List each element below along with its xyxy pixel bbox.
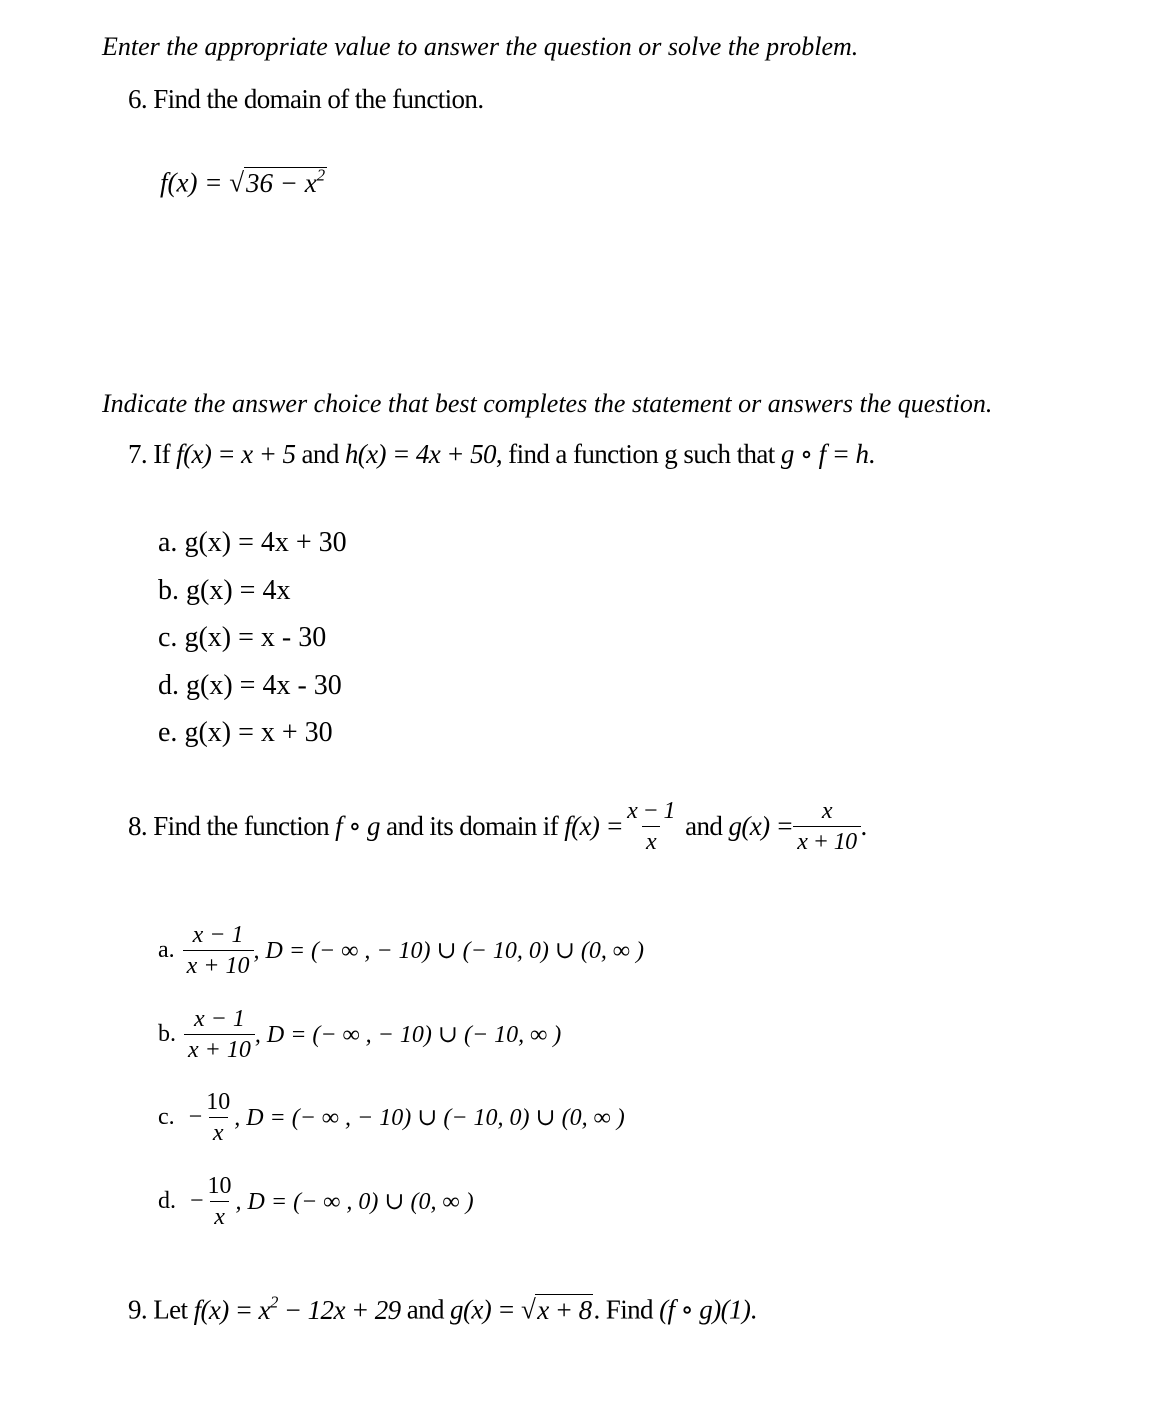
choice-fraction <box>183 920 254 981</box>
question-9-and: and <box>406 1294 444 1325</box>
choice-domain: , D = (− ∞ , 0) ∪ (0, ∞ ) <box>235 1189 474 1215</box>
question-9 <box>128 1292 756 1326</box>
question-8-period: . <box>860 811 867 841</box>
question-6-prompt: Find the domain of the function. <box>153 84 484 114</box>
choice-text: g(x) = 4x + 30 <box>184 527 347 558</box>
question-8-g-lhs: g(x) = <box>728 811 794 841</box>
choice-letter: a. <box>158 937 175 963</box>
question-6-number: 6. <box>128 84 148 114</box>
question-8-text: Find the function <box>153 811 329 841</box>
question-6-exponent: 2 <box>316 165 326 184</box>
choice-sign: − <box>188 1104 203 1130</box>
question-7-period: . <box>868 439 875 469</box>
choice-domain: , D = (− ∞ , − 10) ∪ (− 10, 0) ∪ (0, ∞ ) <box>253 938 645 964</box>
choice-text: g(x) = 4x - 30 <box>186 670 342 701</box>
fraction-numerator: x <box>821 798 832 824</box>
question-7-and: and <box>301 439 339 469</box>
choice-letter: c. <box>158 622 178 653</box>
question-9-f-def <box>193 1292 401 1325</box>
question-8-f-fraction <box>623 796 679 857</box>
f-def-base: f(x) = x <box>193 1294 270 1325</box>
question-8-composition: f ∘ g <box>335 811 380 841</box>
choice-fraction <box>184 1004 255 1065</box>
question-7-choice-b[interactable] <box>158 575 290 607</box>
question-9-g-def: g(x) = √x + 8 <box>450 1294 592 1325</box>
question-7-choice-a[interactable] <box>158 527 347 559</box>
question-8 <box>128 796 867 857</box>
choice-letter: d. <box>158 1188 176 1214</box>
choice-text: g(x) = 4x <box>186 575 291 606</box>
question-7 <box>128 439 875 470</box>
question-7-choice-d[interactable] <box>158 670 342 702</box>
choice-letter: d. <box>158 670 179 701</box>
fraction-numerator: 10 <box>206 1089 231 1115</box>
question-7-f-def: f(x) = x + 5 <box>176 439 296 469</box>
choice-fraction <box>202 1087 234 1148</box>
choice-text: g(x) = x - 30 <box>184 622 327 653</box>
question-8-choice-a[interactable] <box>158 920 644 981</box>
question-8-f-lhs: f(x) = <box>564 811 624 841</box>
g-def-radicand: x + 8 <box>537 1294 592 1325</box>
question-8-g-fraction <box>793 796 860 857</box>
choice-letter: a. <box>158 527 178 558</box>
question-8-and: and <box>685 811 723 841</box>
question-8-choice-b[interactable] <box>158 1004 561 1065</box>
question-7-composition: g ∘ f = h <box>780 439 869 469</box>
question-8-number: 8. <box>128 811 148 841</box>
question-7-number: 7. <box>128 439 148 469</box>
choice-domain: , D = (− ∞ , − 10) ∪ (− 10, ∞ ) <box>254 1022 562 1048</box>
fraction-denominator: x + 10 <box>184 1034 255 1065</box>
question-7-h-def: h(x) = 4x + 50 <box>344 439 496 469</box>
question-9-find: . Find <box>593 1294 653 1325</box>
question-7-tail: , find a function g such that <box>495 439 775 469</box>
question-9-expression: (f ∘ g)(1) <box>659 1294 751 1325</box>
question-8-text2: and its domain if <box>386 811 559 841</box>
f-def-exponent: 2 <box>269 1292 278 1311</box>
question-8-choice-c[interactable] <box>158 1087 625 1148</box>
g-def-lhs: g(x) = <box>450 1294 522 1325</box>
fraction-numerator: 10 <box>207 1173 232 1199</box>
question-6-radicand: 36 − x <box>246 167 317 198</box>
fraction-numerator: x − 1 <box>192 922 244 948</box>
choice-letter: c. <box>158 1104 175 1130</box>
question-7-if: If <box>153 439 171 469</box>
choice-letter: b. <box>158 575 179 606</box>
choice-letter: e. <box>158 717 178 748</box>
choice-text: g(x) = x + 30 <box>184 717 333 748</box>
instructions-heading-2: Indicate the answer choice that best completes the statement or answers the question. <box>102 389 993 418</box>
fraction-denominator: x <box>209 1117 228 1148</box>
choice-letter: b. <box>158 1021 176 1047</box>
instructions-heading-1: Enter the appropriate value to answer the question or solve the problem. <box>102 32 859 61</box>
question-9-number: 9. <box>128 1294 148 1325</box>
fraction-denominator: x <box>210 1201 229 1232</box>
fraction-numerator: x − 1 <box>194 1006 245 1032</box>
fraction-denominator: x + 10 <box>793 826 860 857</box>
question-6-function: $f(x) = √36 - x^2$ <box>160 165 326 198</box>
question-7-choice-c[interactable] <box>158 622 326 654</box>
choice-domain: , D = (− ∞ , − 10) ∪ (− 10, 0) ∪ (0, ∞ ) <box>234 1105 625 1131</box>
question-8-choice-d[interactable] <box>158 1171 474 1232</box>
question-6-fx: f(x) = <box>160 167 230 198</box>
question-9-period: . <box>750 1294 757 1325</box>
question-9-text: Let <box>153 1294 188 1325</box>
question-7-choice-e[interactable] <box>158 717 333 749</box>
choice-sign: − <box>190 1188 204 1214</box>
choice-fraction <box>204 1171 236 1232</box>
f-def-rest: − 12x + 29 <box>277 1294 401 1325</box>
fraction-numerator: x − 1 <box>627 798 675 824</box>
fraction-denominator: x + 10 <box>183 950 254 981</box>
fraction-denominator: x <box>642 826 660 857</box>
question-6 <box>128 84 483 115</box>
